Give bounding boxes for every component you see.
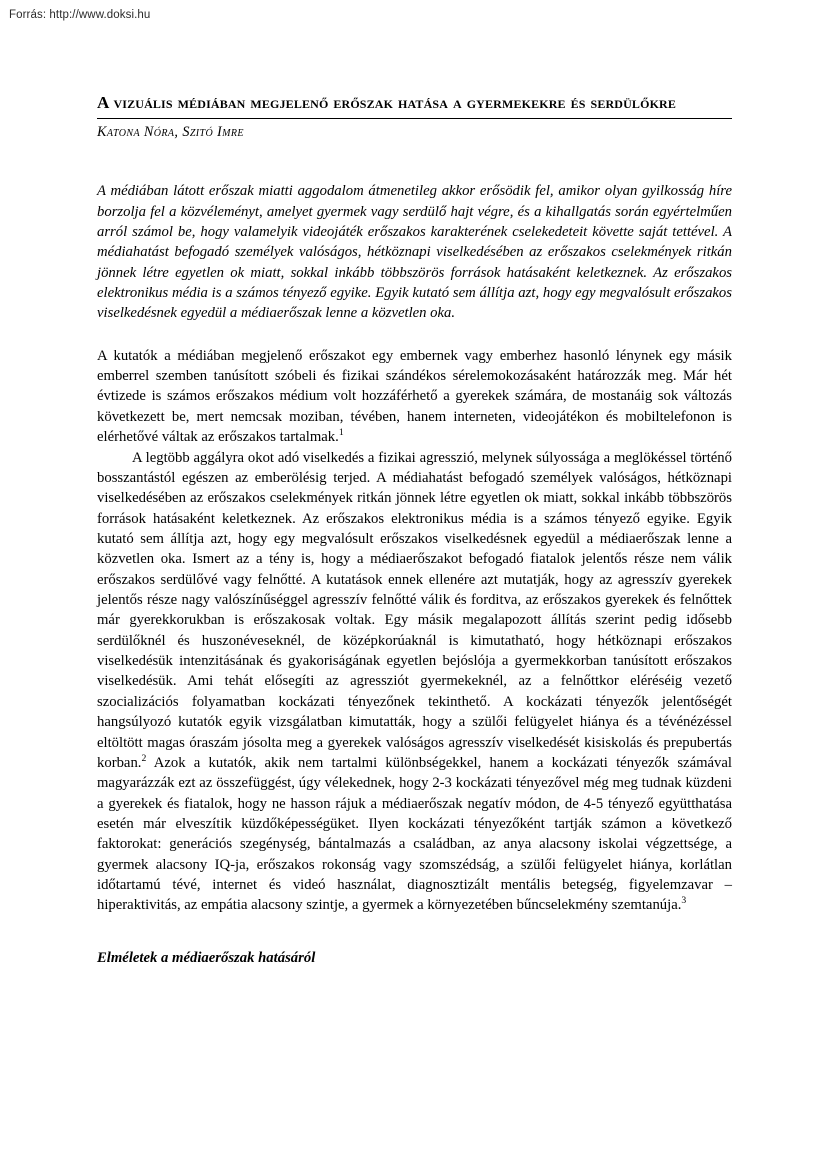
- source-url-banner: Forrás: http://www.doksi.hu: [9, 9, 151, 21]
- author-byline: Katona Nóra, Szitó Imre: [97, 123, 244, 140]
- paragraph-2-text-part2: Azok a kutatók, akik nem tartalmi különbségekkel, hanem a kockázati tényezők számával magyarázzák ezt az összefüggést, úgy vélekednek, hogy 2-3 kockázati tényezővel még meg tudnak küzdeni a gyerekek és fiatalok, hogy ne hasson rájuk a médiaerőszak negatív módon, de 4-5 tényező együtthatása esetén már elveszítik küzdőképességüket. Ilyen kockázati tényezőként tartják számon a következő faktorokat: generációs szegénység, bántalmazás a családban, az anya alacsony iskolai végzettsége, a gyermek alacsony IQ-ja, erőszakos rokonság vagy szomszédság, a szülői felügyelet hiánya, korlátlan időtartamú tévé, internet és videó használat, diagnosztizált mentális betegség, figyelemzavar – hiperaktivitás, az empátia alacsony szintje, a gyermek a környezetében bűncselekmény szemtanúja.: [97, 754, 732, 914]
- body-paragraph-1: [97, 346, 732, 448]
- footnote-marker-2: 2: [141, 753, 147, 764]
- paragraph-2-text-part1: A legtöbb aggályra okot adó viselkedés a fizikai agresszió, melynek súlyossága a meglökéssel történő bosszantástól egészen az emberölésig terjed. A médiahatást befogadó személyek valóságos, hétköznapi viselkedésében az erőszakos cselekmények ritkán jönnek létre egyetlen ok miatt, sokkal inkább többszörös források hatásaként keletkeznek. Az erőszakos elektronikus média is a számos tényező egyike. Egyik kutató sem állítja azt, hogy egy megvalósult erőszakos viselkedésnek egyedül a médiaerőszak lenne a közvetlen oka. Ismert az a tény is, hogy a médiaerőszakot befogadó fiatalok jelentős része nem válik erőszakos serdülővé vagy felnőtté. A kutatások ennek ellenére azt mutatják, hogy az agresszív gyerekek jelentős része nagy valószínűséggel agresszív felnőtté válik és forditva, az erőszakos gyerekek és felnőttek már gyerekkorukban is erőszakosak voltak. Egy másik megalapozott állítás szerint pedig idősebb serdülőknél és huszonéveseknél, de középkorúaknál is kimutatható, hogy hétköznapi erőszakos viselkedésük intenzitásának és gyakoriságának egyetlen bejóslója a gyermekkorban tanúsított erőszakos viselkedésük. Ami tehát elősegíti az agressziót gyermekeknél, az a felnőttkor eléréséig vezető szocializációs folyamatban kockázati tényezőnek tekinthető. A kockázati tényezők jelentőségét hangsúlyozó kutatók egyik vizsgálatban kimutatták, hogy a szülői felügyelet hiánya és a tévénézéssel eltöltött magas óraszám jósolta meg a gyerekek valóságos agresszív viselkedését kisiskolás és prepubertás korban.: [97, 449, 732, 771]
- text-column: [97, 92, 732, 968]
- paragraph-1-text: A kutatók a médiában megjelenő erőszakot egy embernek vagy emberhez hasonló lénynek egy másik emberrel szemben tanúsított szóbeli és fizikai szándékos sérelemokozásaként határozzák meg. Már hét évtizede is számos erőszakos médium volt hozzáférhető a gyerekek számára, de mostanáig sok változás következett be, mert nemcsak moziban, tévében, hanem interneten, videojátékon és mobiltelefonon is elérhetővé váltak az erőszakos tartalmak.: [97, 347, 732, 446]
- body-paragraph-2: [97, 448, 732, 916]
- footnote-marker-3: 3: [681, 895, 687, 907]
- footnote-marker-1: 1: [338, 427, 344, 439]
- page-title: A vizuális médiában megjelenő erőszak hatása a gyermekekre és serdülőkre: [97, 93, 677, 112]
- section-heading-theories: Elméletek a médiaerőszak hatásáról: [97, 949, 316, 966]
- abstract-paragraph: A médiában látott erőszak miatti aggodalom átmenetileg akkor erősödik fel, amikor olyan gyilkosság híre borzolja fel a közvéleményt, amelyet gyermek vagy serdülő hajt végre, és a kihallgatás során egyértelműen arról számol be, hogy valamelyik videojáték erőszakos karakterének cselekedeteit követte saját tettével. A médiahatást befogadó személyek valóságos, hétköznapi viselkedésében az erőszakos cselekmények ritkán jönnek létre egyetlen ok miatt, sokkal inkább többszörös források hatásaként keletkeznek. Az erőszakos elektronikus média is a számos tényező egyike. Egyik kutató sem állítja azt, hogy egy megvalósult erőszakos viselkedésnek egyedül a médiaerőszak lenne a közvetlen oka.: [97, 183, 732, 322]
- title-divider: [97, 118, 732, 119]
- paragraph-2-spacer: [146, 755, 153, 771]
